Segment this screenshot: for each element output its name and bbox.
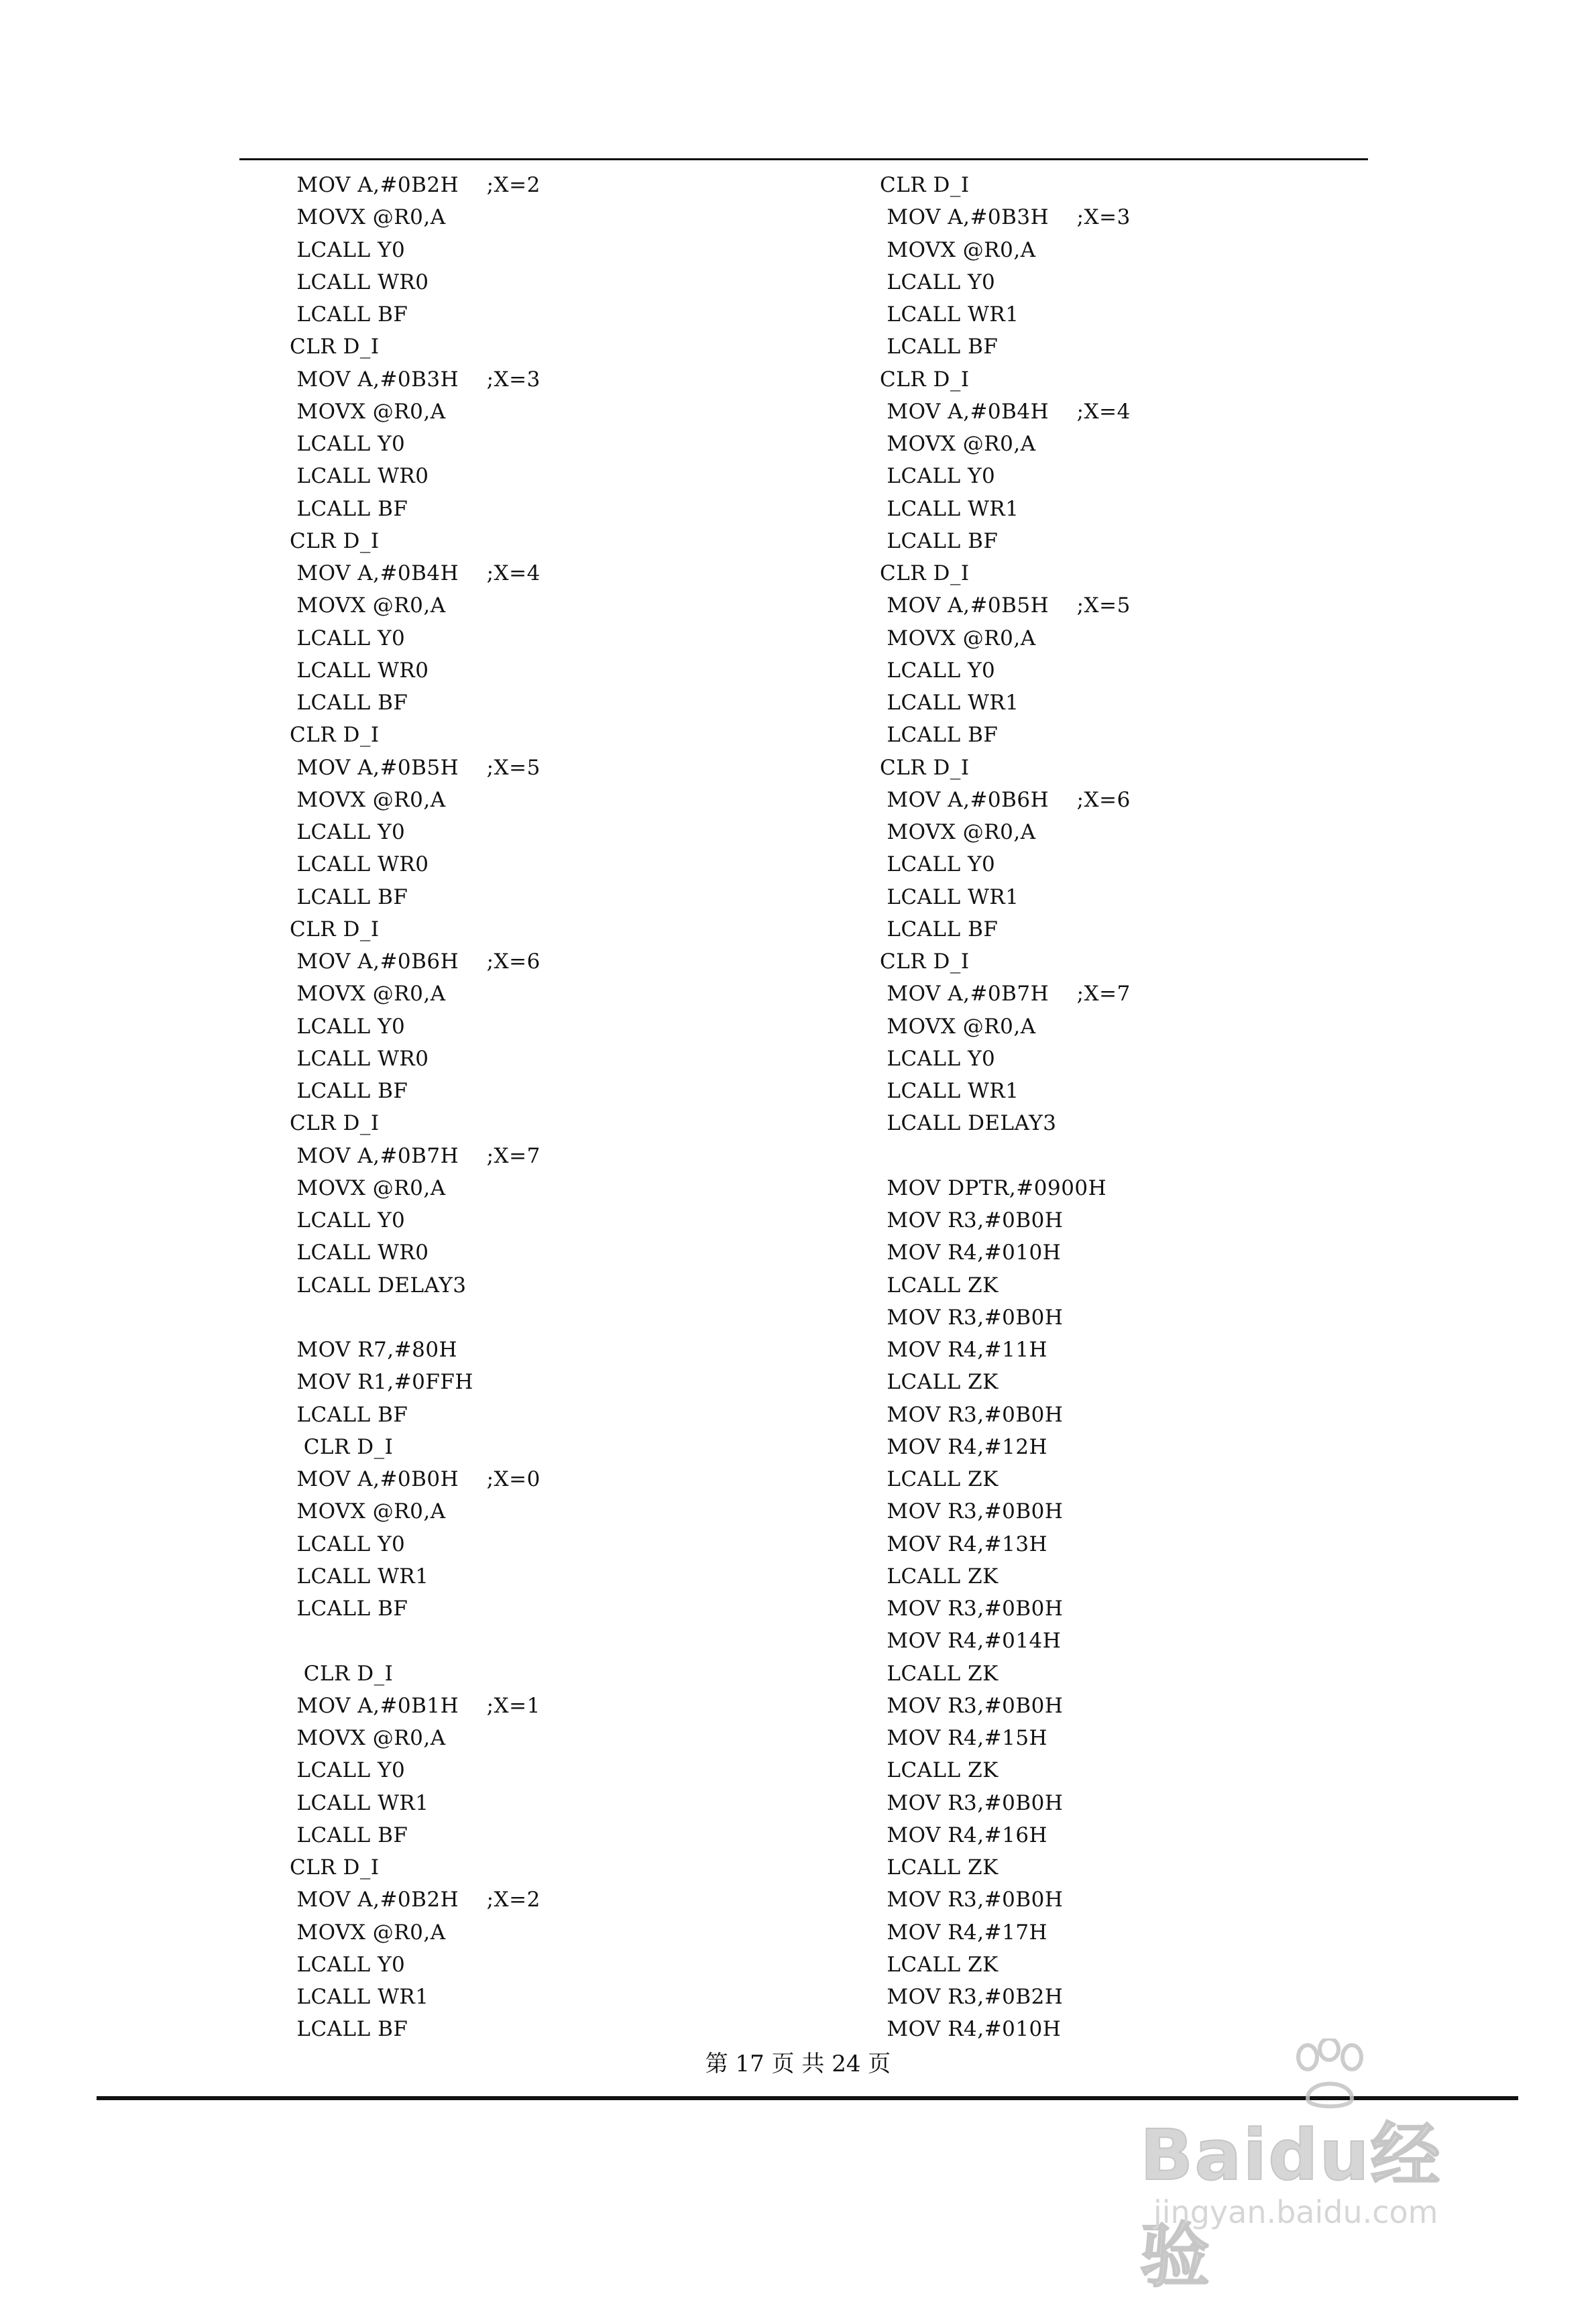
code-line: LCALL WR0 [290, 852, 429, 877]
code-line: LCALL Y0 [290, 1758, 406, 1783]
code-line: LCALL BF [880, 917, 999, 941]
code-line: MOV R3,#0B0H [880, 1597, 1064, 1621]
code-line: MOVX @R0,A [290, 205, 446, 230]
code-line: MOV A,#0B7H ;X=7 [880, 982, 1131, 1007]
code-line: LCALL ZK [880, 1467, 999, 1491]
code-line: LCALL WR1 [880, 1079, 1019, 1103]
code-line: LCALL Y0 [290, 1014, 406, 1039]
code-line: MOV A,#0B7H ;X=7 [290, 1143, 540, 1168]
watermark [1133, 2038, 1509, 2297]
code-line: LCALL DELAY3 [880, 1111, 1057, 1136]
code-line: MOVX @R0,A [290, 1499, 446, 1524]
code-line: MOVX @R0,A [290, 399, 446, 424]
code-line: MOV R4,#12H [880, 1434, 1048, 1459]
code-line: MOVX @R0,A [880, 626, 1036, 650]
code-line [880, 1140, 1483, 1172]
code-line [290, 1302, 893, 1334]
code-line: LCALL BF [290, 1823, 408, 1847]
watermark-url: jingyan.baidu.com [1153, 2194, 1438, 2230]
code-line: CLR D_I [290, 917, 380, 941]
code-line: MOV R3,#0B0H [880, 1305, 1064, 1330]
code-line: MOV R4,#010H [880, 2017, 1062, 2042]
code-line: MOV R3,#0B0H [880, 1790, 1064, 1815]
code-line: LCALL BF [290, 2017, 408, 2042]
code-line: MOV R4,#010H [880, 1241, 1062, 1265]
code-line: CLR D_I [290, 1661, 394, 1686]
code-line: MOV R4,#16H [880, 1823, 1048, 1847]
code-line: LCALL ZK [880, 1758, 999, 1783]
code-line: LCALL WR1 [880, 302, 1019, 327]
code-line: MOVX @R0,A [290, 982, 446, 1007]
code-line: CLR D_I [880, 367, 970, 392]
code-line: MOV R3,#0B0H [880, 1499, 1064, 1524]
code-line: LCALL BF [290, 884, 408, 909]
code-line: CLR D_I [290, 1111, 380, 1136]
code-line: MOVX @R0,A [880, 1014, 1036, 1039]
code-line: MOV A,#0B2H ;X=2 [290, 1888, 540, 1912]
code-line [290, 1625, 893, 1657]
code-line: LCALL WR1 [880, 496, 1019, 521]
code-line: LCALL Y0 [290, 432, 406, 456]
code-line: MOVX @R0,A [880, 820, 1036, 844]
code-line: LCALL Y0 [290, 1208, 406, 1232]
code-line: LCALL WR1 [290, 1790, 429, 1815]
header-rule [239, 158, 1368, 160]
code-line: LCALL ZK [880, 1273, 999, 1298]
code-line: LCALL DELAY3 [290, 1273, 467, 1298]
code-line: LCALL BF [880, 723, 999, 748]
code-line: LCALL WR1 [290, 1985, 429, 2009]
code-line: CLR D_I [290, 1855, 380, 1880]
code-line: MOV A,#0B1H ;X=1 [290, 1693, 540, 1718]
code-line: CLR D_I [290, 723, 380, 748]
code-line: CLR D_I [880, 950, 970, 974]
code-line: LCALL ZK [880, 1564, 999, 1589]
code-line: LCALL BF [880, 528, 999, 553]
code-line: LCALL WR0 [290, 1046, 429, 1071]
page-footer: 第 17 页 共 24 页 [705, 2051, 891, 2077]
code-line: MOV A,#0B5H ;X=5 [880, 593, 1131, 618]
code-line: LCALL Y0 [290, 626, 406, 650]
code-line: MOV R3,#0B2H [880, 1985, 1064, 2009]
code-line: LCALL Y0 [290, 820, 406, 844]
code-line: LCALL WR1 [880, 691, 1019, 715]
code-line: MOV R3,#0B0H [880, 1208, 1064, 1232]
code-line: CLR D_I [880, 755, 970, 780]
code-line: LCALL BF [290, 1597, 408, 1621]
code-column-left [290, 169, 893, 2046]
code-line: MOV A,#0B4H ;X=4 [290, 561, 540, 585]
code-line: MOVX @R0,A [290, 1726, 446, 1750]
code-line: CLR D_I [880, 561, 970, 585]
code-line: LCALL WR1 [290, 1564, 429, 1589]
code-line: MOV A,#0B3H ;X=3 [290, 367, 540, 392]
code-line: LCALL WR0 [290, 1241, 429, 1265]
code-line: CLR D_I [880, 173, 970, 197]
code-line: MOVX @R0,A [880, 237, 1036, 262]
code-line: MOV A,#0B0H ;X=0 [290, 1467, 540, 1491]
code-line: MOVX @R0,A [290, 787, 446, 812]
code-line: MOVX @R0,A [290, 1920, 446, 1945]
code-line: LCALL BF [290, 691, 408, 715]
code-line: CLR D_I [290, 1434, 394, 1459]
code-line: LCALL Y0 [290, 237, 406, 262]
code-line: MOV R1,#0FFH [290, 1370, 473, 1395]
code-line: MOV A,#0B6H ;X=6 [290, 950, 540, 974]
code-line: MOV A,#0B6H ;X=6 [880, 787, 1131, 812]
code-line: MOV A,#0B3H ;X=3 [880, 205, 1131, 230]
code-line: MOV A,#0B5H ;X=5 [290, 755, 540, 780]
code-line: MOV R4,#13H [880, 1532, 1048, 1556]
code-line: LCALL Y0 [290, 1532, 406, 1556]
code-line: MOVX @R0,A [880, 432, 1036, 456]
code-line: LCALL Y0 [880, 464, 996, 489]
code-line: MOVX @R0,A [290, 593, 446, 618]
code-line: LCALL WR0 [290, 658, 429, 683]
code-line: MOV R4,#11H [880, 1338, 1048, 1362]
code-line: MOV A,#0B2H ;X=2 [290, 173, 540, 197]
code-line: LCALL ZK [880, 1661, 999, 1686]
code-line: MOV R3,#0B0H [880, 1402, 1064, 1427]
code-line: LCALL WR0 [290, 270, 429, 294]
code-line: CLR D_I [290, 528, 380, 553]
code-line: MOV R3,#0B0H [880, 1888, 1064, 1912]
code-line: LCALL BF [290, 1079, 408, 1103]
code-line: LCALL Y0 [880, 270, 996, 294]
code-line: MOV R7,#80H [290, 1338, 458, 1362]
code-line: LCALL Y0 [880, 852, 996, 877]
watermark-brand: Baidu经验 [1140, 2114, 1442, 2297]
code-column-right [880, 169, 1483, 2046]
code-line: LCALL ZK [880, 1855, 999, 1880]
code-line: LCALL Y0 [290, 1952, 406, 1977]
code-line: MOVX @R0,A [290, 1175, 446, 1200]
code-line: MOV R4,#15H [880, 1726, 1048, 1750]
code-line: LCALL Y0 [880, 1046, 996, 1071]
code-line: CLR D_I [290, 335, 380, 359]
code-line: LCALL BF [880, 335, 999, 359]
code-line: LCALL ZK [880, 1370, 999, 1395]
code-line: LCALL BF [290, 302, 408, 327]
code-line: LCALL Y0 [880, 658, 996, 683]
code-line: LCALL BF [290, 496, 408, 521]
code-line: LCALL WR0 [290, 464, 429, 489]
code-line: MOV DPTR,#0900H [880, 1175, 1107, 1200]
code-line: LCALL BF [290, 1402, 408, 1427]
code-line: LCALL ZK [880, 1952, 999, 1977]
code-line: MOV R4,#014H [880, 1629, 1062, 1654]
code-line: MOV R3,#0B0H [880, 1693, 1064, 1718]
code-line: MOV R4,#17H [880, 1920, 1048, 1945]
code-line: MOV A,#0B4H ;X=4 [880, 399, 1131, 424]
code-line: LCALL WR1 [880, 884, 1019, 909]
